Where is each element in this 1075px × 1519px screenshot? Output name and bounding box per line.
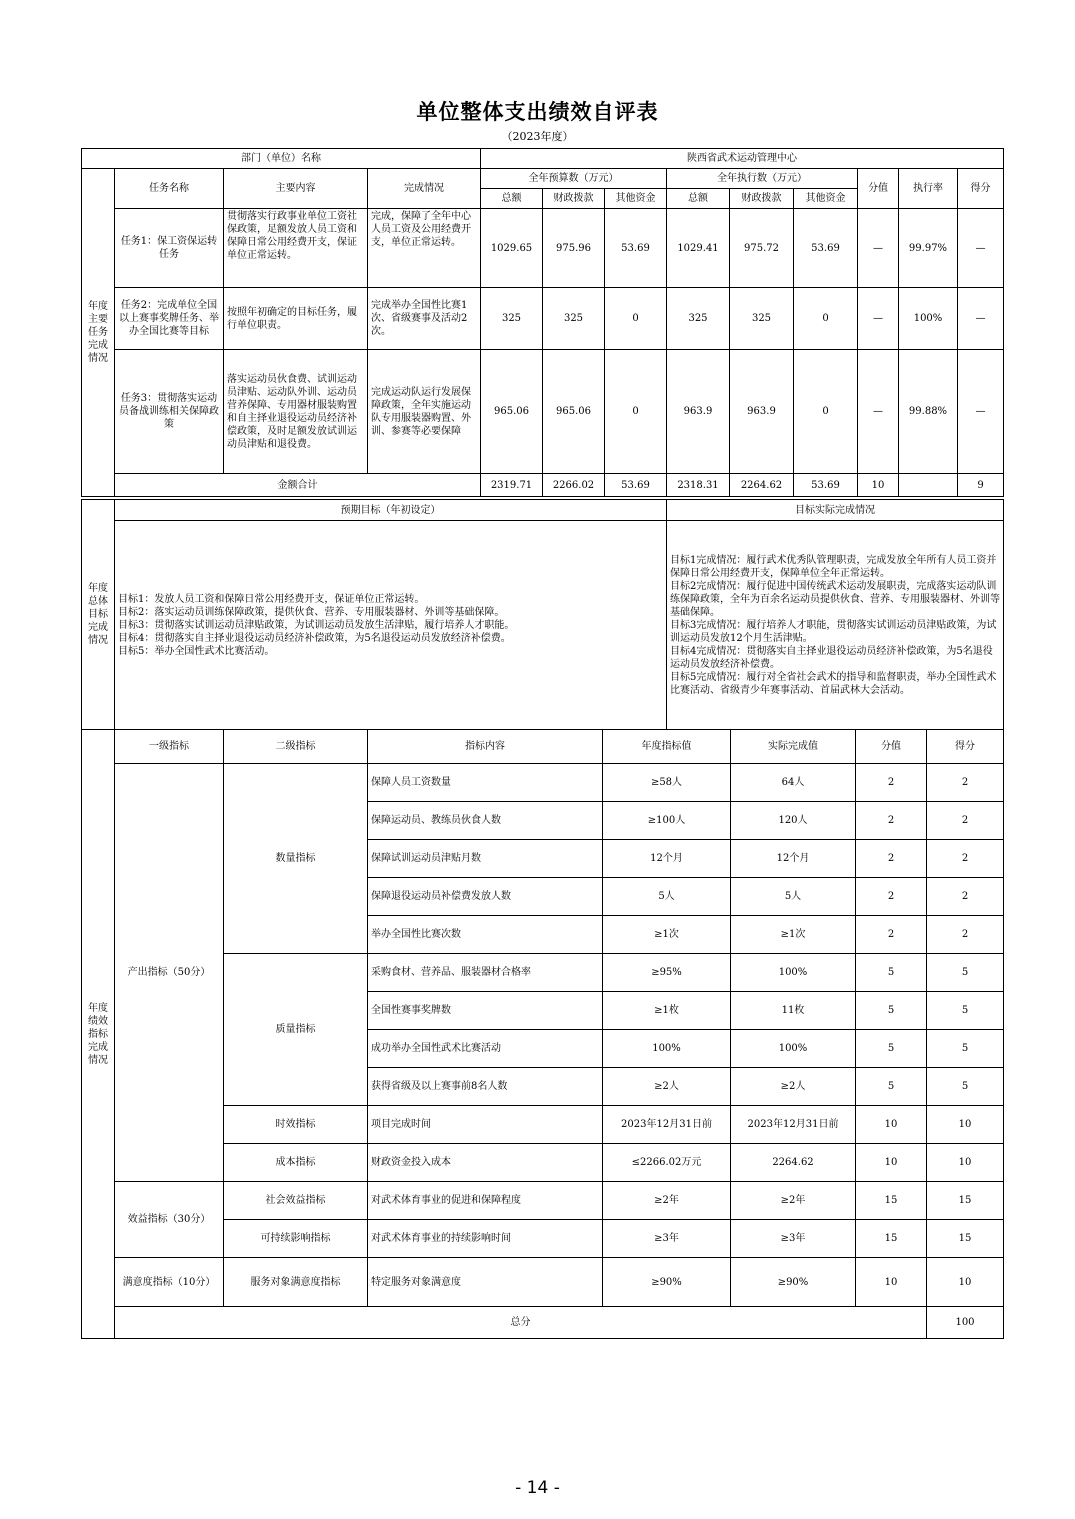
task-row — [82, 288, 1004, 350]
exec-total: 325 — [667, 288, 730, 350]
expected-goal: 目标5：举办全国性武术比赛活动。 — [118, 645, 275, 657]
indicator-score-value: 5 — [856, 1068, 927, 1106]
header-budget-group: 全年预算数（万元） — [481, 169, 667, 189]
expected-header: 预期目标（年初设定） — [115, 500, 667, 521]
indicator-target: ≥2人 — [603, 1068, 731, 1106]
expected-goal: 目标2：落实运动员训练保障政策，提供伙食、营养、专用服装器材、外训等基础保障。 — [118, 606, 505, 618]
sum-exec-fiscal: 2264.62 — [730, 474, 794, 497]
budget-total: 1029.65 — [481, 209, 543, 288]
section3-side-label: 年度绩效指标完成情况 — [82, 730, 115, 1339]
dept-name: 陕西省武术运动管理中心 — [481, 149, 1004, 169]
indicator-content: 举办全国性比赛次数 — [368, 916, 603, 954]
indicator-content: 对武术体育事业的持续影响时间 — [368, 1220, 603, 1258]
output-label: 产出指标（50分） — [115, 764, 224, 1182]
task-score-value: — — [858, 350, 899, 474]
indicator-target: 2023年12月31日前 — [603, 1106, 731, 1144]
exec-fiscal: 325 — [730, 288, 794, 350]
header-indicator-content: 指标内容 — [368, 730, 603, 764]
indicator-target: ≥100人 — [603, 802, 731, 840]
indicator-score: 5 — [927, 954, 1004, 992]
indicator-score: 10 — [927, 1106, 1004, 1144]
indicator-score-value: 2 — [856, 878, 927, 916]
indicator-row — [82, 764, 1004, 802]
section2-side-label: 年度总体目标完成情况 — [82, 500, 115, 730]
sustain-label: 可持续影响指标 — [224, 1220, 368, 1258]
sum-score: 9 — [958, 474, 1004, 497]
indicator-actual: ≥2年 — [731, 1182, 856, 1220]
task-content: 按照年初确定的目标任务，履行单位职责。 — [224, 288, 368, 350]
sum-budget-total: 2319.71 — [481, 474, 543, 497]
exec-fiscal: 975.72 — [730, 209, 794, 288]
indicator-score: 2 — [927, 878, 1004, 916]
exec-total: 1029.41 — [667, 209, 730, 288]
benefit-label: 效益指标（30分） — [115, 1182, 224, 1258]
sum-row — [82, 474, 1004, 497]
exec-fiscal: 963.9 — [730, 350, 794, 474]
indicator-actual: 100% — [731, 954, 856, 992]
header-level2: 二级指标 — [224, 730, 368, 764]
page-title: 单位整体支出绩效自评表 — [416, 100, 659, 124]
header-target: 年度指标值 — [603, 730, 731, 764]
sum-score-value: 10 — [858, 474, 899, 497]
cost-label: 成本指标 — [224, 1144, 368, 1182]
sum-budget-other: 53.69 — [605, 474, 667, 497]
header-level1: 一级指标 — [115, 730, 224, 764]
actual-goals — [667, 521, 1004, 730]
indicator-score-value: 15 — [856, 1220, 927, 1258]
satisfaction-label: 满意度指标（10分） — [115, 1258, 224, 1307]
indicator-target: 5人 — [603, 878, 731, 916]
sum-exec-other: 53.69 — [794, 474, 858, 497]
header-exec-fiscal: 财政拨款 — [730, 189, 794, 209]
indicator-score: 5 — [927, 1030, 1004, 1068]
indicator-actual: 120人 — [731, 802, 856, 840]
indicator-actual: 11枚 — [731, 992, 856, 1030]
task-name: 任务2：完成单位全国以上赛事奖牌任务、举办全国比赛等目标 — [115, 288, 224, 350]
task-row — [82, 350, 1004, 474]
task-name: 任务3：贯彻落实运动员备战训练相关保障政策 — [115, 350, 224, 474]
budget-other: 53.69 — [605, 209, 667, 288]
task-content: 落实运动员伙食费、试训运动员津贴、运动队外训、运动员营养保障、专用器材服装购置和自主择业退役运动员经济补偿政策，及时足额发放试训运动员津贴和退役费。 — [224, 350, 368, 474]
task-score: — — [958, 350, 1004, 474]
indicator-score: 5 — [927, 1068, 1004, 1106]
dept-label: 部门（单位）名称 — [82, 149, 481, 169]
actual-goal: 目标1完成情况：履行武术优秀队管理职责，完成发放全年所有人员工资并保障日常公用经费开支，保障单位全年正常运转。 — [670, 554, 997, 579]
actual-goal: 目标3完成情况：履行培养人才职能，贯彻落实试训运动员津贴政策，为试训运动员发放12个月生活津贴。 — [670, 619, 997, 644]
budget-fiscal: 965.06 — [543, 350, 605, 474]
task-name: 任务1：保工资保运转任务 — [115, 209, 224, 288]
task-completion: 完成举办全国性比赛1次、省级赛事及活动2次。 — [368, 288, 481, 350]
indicator-score-value: 2 — [856, 802, 927, 840]
task-score: — — [958, 209, 1004, 288]
indicator-score: 15 — [927, 1220, 1004, 1258]
header-exec-group: 全年执行数（万元） — [667, 169, 858, 189]
goals-table — [81, 499, 1004, 730]
quantity-label: 数量指标 — [224, 764, 368, 954]
page-subtitle: （2023年度） — [501, 130, 574, 143]
header-score-value: 分值 — [858, 169, 899, 209]
indicator-actual: 12个月 — [731, 840, 856, 878]
indicator-actual: ≥2人 — [731, 1068, 856, 1106]
header-budget-other: 其他资金 — [605, 189, 667, 209]
indicator-target: ≥90% — [603, 1258, 731, 1307]
indicator-target: 12个月 — [603, 840, 731, 878]
task-completion: 完成，保障了全年中心人员工资及公用经费开支，单位正常运转。 — [368, 209, 481, 288]
indicator-content: 获得省级及以上赛事前8名人数 — [368, 1068, 603, 1106]
indicator-content: 项目完成时间 — [368, 1106, 603, 1144]
indicator-content: 保障试训运动员津贴月数 — [368, 840, 603, 878]
page-number: - 14 - — [515, 1478, 560, 1498]
expected-goal: 目标4：贯彻落实自主择业退役运动员经济补偿政策，为5名退役运动员发放经济补偿费。 — [118, 632, 511, 644]
exec-total: 963.9 — [667, 350, 730, 474]
header-task-name: 任务名称 — [115, 169, 224, 209]
indicator-score: 2 — [927, 764, 1004, 802]
indicator-score-value: 5 — [856, 1030, 927, 1068]
total-row — [82, 1307, 1004, 1339]
actual-goal: 目标5完成情况：履行对全省社会武术的指导和监督职责，举办全国性武术比赛活动、省级青少年赛事活动、首届武林大会活动。 — [670, 671, 997, 696]
budget-other: 0 — [605, 350, 667, 474]
budget-total: 325 — [481, 288, 543, 350]
task-exec-rate: 99.88% — [899, 350, 958, 474]
indicator-score: 10 — [927, 1258, 1004, 1307]
indicator-target: ≥95% — [603, 954, 731, 992]
actual-goal: 目标2完成情况：履行促进中国传统武术运动发展职责，完成落实运动队训练保障政策，全年为百余名运动员提供伙食、营养、专用服装器材、外训等基础保障。 — [670, 580, 1000, 618]
header-score: 得分 — [958, 169, 1004, 209]
header-actual: 实际完成值 — [731, 730, 856, 764]
indicator-row — [82, 1258, 1004, 1307]
indicator-content: 保障运动员、教练员伙食人数 — [368, 802, 603, 840]
indicator-score-value: 10 — [856, 1258, 927, 1307]
indicator-score: 5 — [927, 992, 1004, 1030]
sum-label: 金额合计 — [115, 474, 481, 497]
indicator-actual: 100% — [731, 1030, 856, 1068]
expected-goal: 目标1：发放人员工资和保障日常公用经费开支，保证单位正常运转。 — [118, 593, 425, 605]
indicator-score-value: 5 — [856, 992, 927, 1030]
social-label: 社会效益指标 — [224, 1182, 368, 1220]
indicator-content: 全国性赛事奖牌数 — [368, 992, 603, 1030]
indicator-content: 采购食材、营养品、服装器材合格率 — [368, 954, 603, 992]
budget-fiscal: 975.96 — [543, 209, 605, 288]
indicator-content: 特定服务对象满意度 — [368, 1258, 603, 1307]
header-budget-total: 总额 — [481, 189, 543, 209]
indicator-score-value: 10 — [856, 1106, 927, 1144]
exec-other: 0 — [794, 288, 858, 350]
exec-other: 0 — [794, 350, 858, 474]
budget-other: 0 — [605, 288, 667, 350]
budget-fiscal: 325 — [543, 288, 605, 350]
indicators-table — [81, 729, 1004, 1339]
header-ind-score: 得分 — [927, 730, 1004, 764]
budget-total: 965.06 — [481, 350, 543, 474]
indicator-target: ≥3年 — [603, 1220, 731, 1258]
indicator-score-value: 2 — [856, 764, 927, 802]
expected-goals — [115, 521, 667, 730]
header-exec-other: 其他资金 — [794, 189, 858, 209]
indicator-target: ≥58人 — [603, 764, 731, 802]
quality-label: 质量指标 — [224, 954, 368, 1106]
indicator-content: 对武术体育事业的促进和保障程度 — [368, 1182, 603, 1220]
header-exec-total: 总额 — [667, 189, 730, 209]
header-ind-score-value: 分值 — [856, 730, 927, 764]
indicator-content: 保障人员工资数量 — [368, 764, 603, 802]
header-budget-fiscal: 财政拨款 — [543, 189, 605, 209]
expected-goal: 目标3：贯彻落实试训运动员津贴政策，为试训运动员发放生活津贴，履行培养人才职能。 — [118, 619, 515, 631]
sum-exec-total: 2318.31 — [667, 474, 730, 497]
service-label: 服务对象满意度指标 — [224, 1258, 368, 1307]
task-table — [81, 148, 1004, 497]
indicator-content: 保障退役运动员补偿费发放人数 — [368, 878, 603, 916]
task-score: — — [958, 288, 1004, 350]
sum-exec-rate — [899, 474, 958, 497]
indicator-target: ≥1枚 — [603, 992, 731, 1030]
indicator-score: 15 — [927, 1182, 1004, 1220]
indicator-actual: 64人 — [731, 764, 856, 802]
indicator-row — [82, 1182, 1004, 1220]
sum-budget-fiscal: 2266.02 — [543, 474, 605, 497]
indicator-actual: ≥3年 — [731, 1220, 856, 1258]
indicator-content: 财政资金投入成本 — [368, 1144, 603, 1182]
indicator-actual: 2023年12月31日前 — [731, 1106, 856, 1144]
section1-side-label: 年度主要任务完成情况 — [82, 169, 115, 497]
indicator-actual: ≥1次 — [731, 916, 856, 954]
indicator-score: 2 — [927, 916, 1004, 954]
header-content: 主要内容 — [224, 169, 368, 209]
indicator-actual: 2264.62 — [731, 1144, 856, 1182]
indicator-score: 2 — [927, 840, 1004, 878]
task-score-value: — — [858, 209, 899, 288]
indicator-score-value: 2 — [856, 840, 927, 878]
task-row — [82, 209, 1004, 288]
indicator-target: ≤2266.02万元 — [603, 1144, 731, 1182]
timeliness-label: 时效指标 — [224, 1106, 368, 1144]
task-score-value: — — [858, 288, 899, 350]
indicator-score-value: 2 — [856, 916, 927, 954]
actual-goal: 目标4完成情况：贯彻落实自主择业退役运动员经济补偿政策，为5名退役运动员发放经济补偿费。 — [670, 645, 993, 670]
indicator-actual: 5人 — [731, 878, 856, 916]
indicator-target: ≥2年 — [603, 1182, 731, 1220]
task-exec-rate: 100% — [899, 288, 958, 350]
header-completion: 完成情况 — [368, 169, 481, 209]
task-content: 贯彻落实行政事业单位工资社保政策，足额发放人员工资和保障日常公用经费开支，保证单位正常运转。 — [224, 209, 368, 288]
exec-other: 53.69 — [794, 209, 858, 288]
task-exec-rate: 99.97% — [899, 209, 958, 288]
header-exec-rate: 执行率 — [899, 169, 958, 209]
indicator-score: 10 — [927, 1144, 1004, 1182]
indicator-score-value: 5 — [856, 954, 927, 992]
indicator-actual: ≥90% — [731, 1258, 856, 1307]
indicator-content: 成功举办全国性武术比赛活动 — [368, 1030, 603, 1068]
total-value: 100 — [927, 1307, 1004, 1339]
indicator-target: ≥1次 — [603, 916, 731, 954]
indicator-score-value: 15 — [856, 1182, 927, 1220]
indicator-score-value: 10 — [856, 1144, 927, 1182]
indicator-target: 100% — [603, 1030, 731, 1068]
actual-header: 目标实际完成情况 — [667, 500, 1004, 521]
indicator-score: 2 — [927, 802, 1004, 840]
task-completion: 完成运动队运行发展保障政策，全年实施运动队专用服装器购置、外训、参赛等必要保障 — [368, 350, 481, 474]
total-label: 总分 — [115, 1307, 927, 1339]
